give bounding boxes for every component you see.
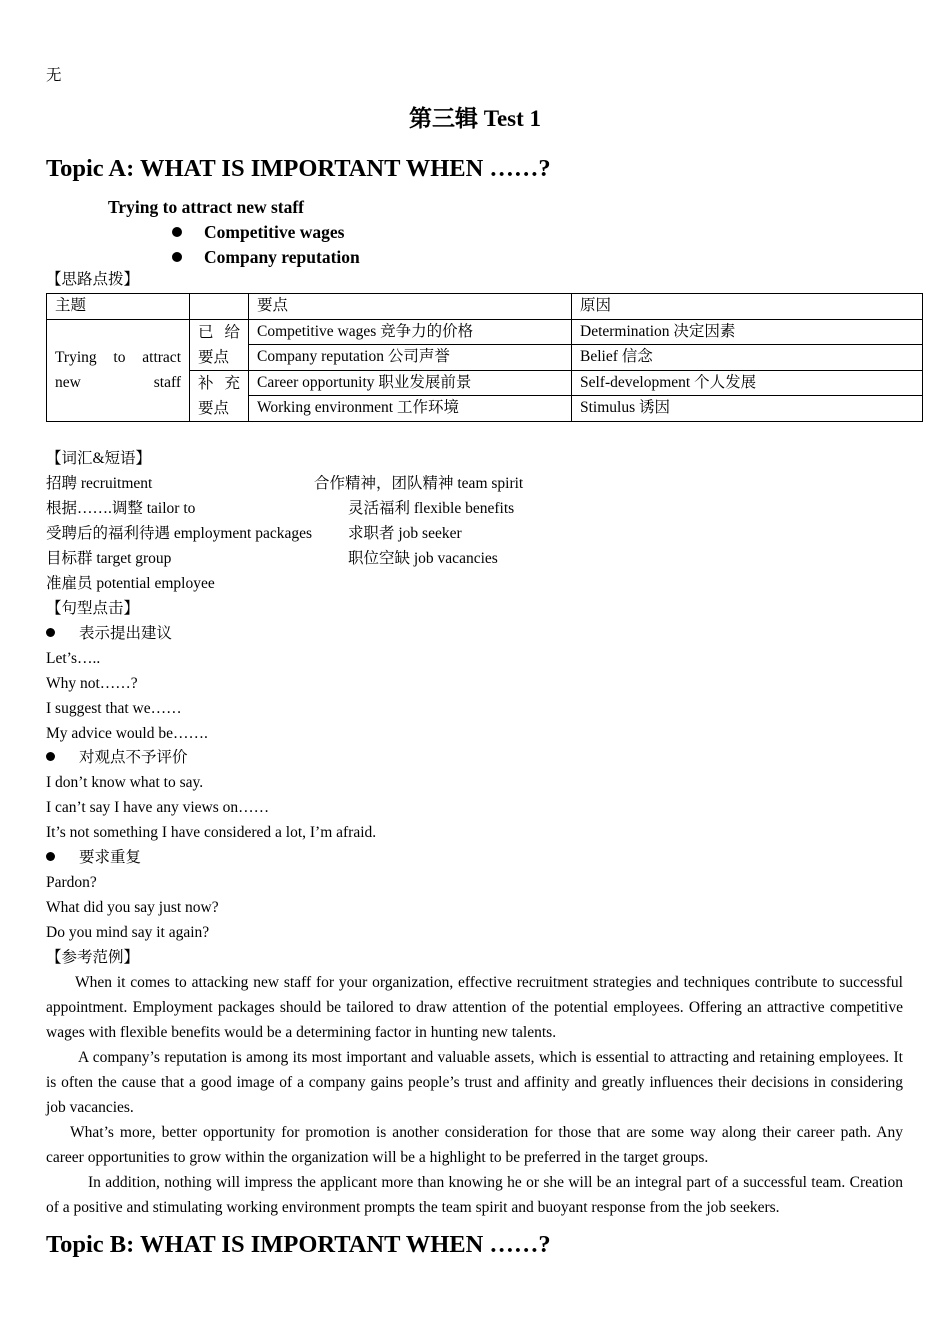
- bullet-dot-icon: [172, 227, 182, 237]
- ideas-table: [46, 293, 923, 422]
- bullet-text: Company reputation: [204, 247, 360, 267]
- header-points: 要点: [249, 294, 572, 320]
- reason-cell: Stimulus 诱因: [572, 396, 923, 422]
- table-row: [47, 319, 923, 345]
- vocab-left-2: 根据…….调整 tailor to: [46, 500, 196, 517]
- vocab-left-1: 招聘 recruitment: [46, 475, 153, 492]
- given-label-line-2: 要点: [198, 348, 230, 366]
- sentence-line: I suggest that we……: [46, 700, 182, 717]
- topic-a-heading: Topic A: WHAT IS IMPORTANT WHEN ……?: [46, 155, 551, 182]
- vocab-right-3: 求职者 job seeker: [348, 525, 462, 542]
- example-paragraph-3: What’s more, better opportunity for promotion is another consideration for those that are some way along their career path. Any career opportunities to grow within the organization will be a highlight to be preferred in the target groups.: [46, 1124, 903, 1166]
- bullet-dot-icon: [46, 752, 55, 761]
- sentence-group-heading: 对观点不予评价: [46, 748, 188, 768]
- topic-cell: [47, 319, 190, 421]
- section-ideas-heading: 【思路点拨】: [46, 271, 140, 288]
- reason-cell: Determination 决定因素: [572, 319, 923, 345]
- section-sentences-heading: 【句型点击】: [46, 600, 140, 617]
- given-label-cell: [190, 319, 249, 370]
- header-topic: 主题: [47, 294, 190, 320]
- bullet-dot-icon: [172, 252, 182, 262]
- extra-label-cell: [190, 370, 249, 421]
- sentence-line: Let’s…..: [46, 650, 101, 667]
- header-type: [190, 294, 249, 320]
- topic-a-bullet-2: [172, 245, 360, 269]
- topic-b-heading: Topic B: WHAT IS IMPORTANT WHEN ……?: [46, 1231, 551, 1258]
- reason-cell: Belief 信念: [572, 345, 923, 371]
- vocab-left-4: 目标群 target group: [46, 550, 172, 567]
- point-cell: Working environment 工作环境: [249, 396, 572, 422]
- bullet-dot-icon: [46, 852, 55, 861]
- bullet-text: Competitive wages: [204, 222, 345, 242]
- section-vocab-heading: 【词汇&短语】: [46, 450, 152, 467]
- vocab-right-4: 职位空缺 job vacancies: [348, 550, 498, 567]
- sentence-line: Why not……?: [46, 675, 138, 692]
- corner-note: 无: [46, 67, 62, 84]
- sentence-line: It’s not something I have considered a lot, I’m afraid.: [46, 824, 377, 841]
- sentence-line: I don’t know what to say.: [46, 774, 204, 791]
- section-example-heading: 【参考范例】: [46, 949, 140, 966]
- bullet-dot-icon: [46, 628, 55, 637]
- sentence-line: What did you say just now?: [46, 899, 219, 916]
- given-label-line-1: 已 给: [198, 323, 240, 341]
- header-reasons: 原因: [572, 294, 923, 320]
- topic-a-bullet-1: [172, 220, 344, 244]
- example-paragraph-1: When it comes to attacking new staff for your organization, effective recruitment strategies and techniques contribute to successful appointment. Employment packages should be tailored to draw attention of the potential employees. Offering an attractive competitive wages with flexible benefits would be a determining factor in hunting new talents.: [46, 974, 903, 1041]
- extra-label-line-1: 补 充: [198, 374, 240, 392]
- example-paragraph-2: A company’s reputation is among its most important and valuable assets, which is essential to attracting and retaining employees. It is often the cause that a good image of a company gains people’s trust and affinity and greatly influences their decisions in considering job vacancies.: [46, 1049, 903, 1116]
- point-cell: Career opportunity 职业发展前景: [249, 370, 572, 396]
- topic-a-subject: Trying to attract new staff: [108, 197, 305, 217]
- table-header-row: [47, 294, 923, 320]
- vocab-left-5: 准雇员 potential employee: [46, 575, 215, 592]
- sentence-line: Pardon?: [46, 874, 97, 891]
- reason-cell: Self-development 个人发展: [572, 370, 923, 396]
- sentence-group-heading: 要求重复: [46, 848, 141, 868]
- topic-cell-text: Trying to attract new staff: [55, 349, 181, 391]
- vocab-left-3: 受聘后的福利待遇 employment packages: [46, 525, 313, 542]
- vocab-right-2: 灵活福利 flexible benefits: [348, 500, 515, 517]
- sentence-line: I can’t say I have any views on……: [46, 799, 270, 816]
- sentence-line: My advice would be…….: [46, 725, 208, 742]
- example-paragraph-4: In addition, nothing will impress the applicant more than knowing he or she will be an integral part of a successful team. Creation of a positive and stimulating working environment prompts the team spirit and buoyant response from the job seekers.: [46, 1174, 903, 1216]
- extra-label-line-2: 要点: [198, 399, 230, 417]
- sentence-group-heading: 表示提出建议: [46, 624, 172, 644]
- vocab-right-1: 合作精神，团队精神 team spirit: [314, 475, 524, 492]
- sentence-line: Do you mind say it again?: [46, 924, 210, 941]
- point-cell: Competitive wages 竞争力的价格: [249, 319, 572, 345]
- page-title: 第三辑 Test 1: [408, 106, 542, 131]
- point-cell: Company reputation 公司声誉: [249, 345, 572, 371]
